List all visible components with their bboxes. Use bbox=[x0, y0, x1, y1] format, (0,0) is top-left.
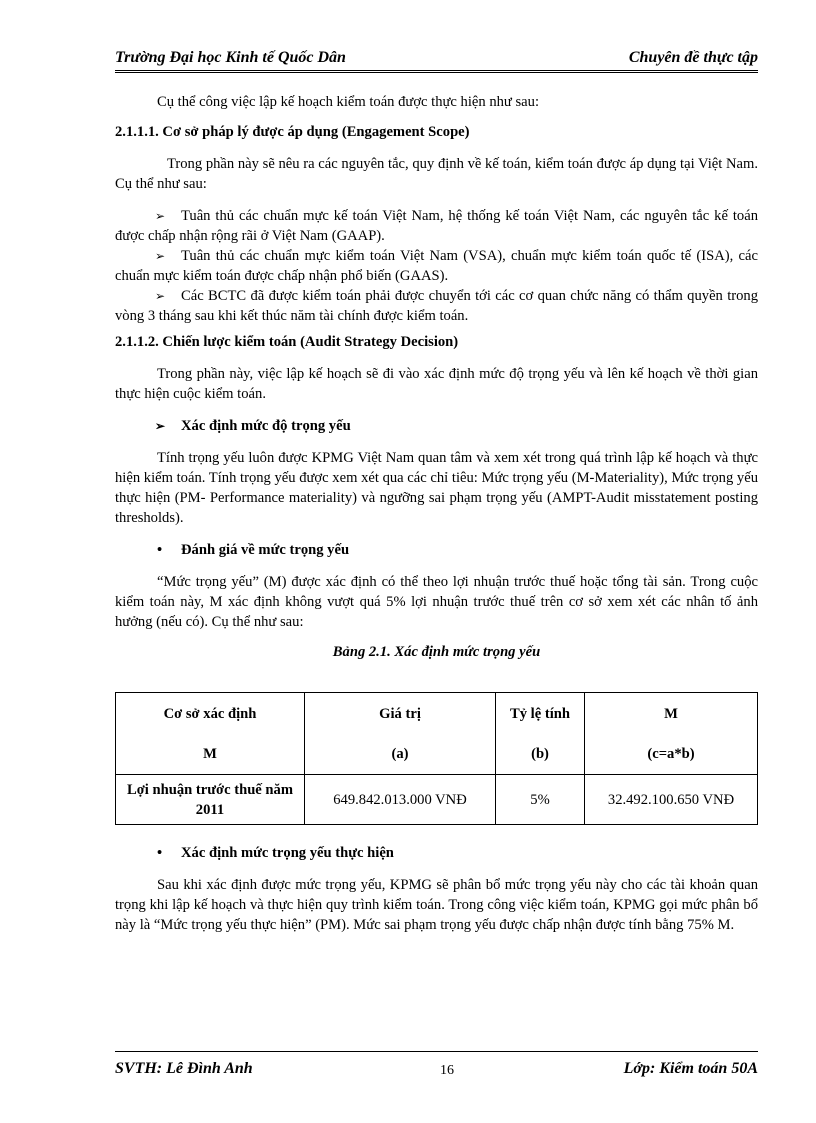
arrow-bullet-icon: ➢ bbox=[155, 209, 166, 223]
intro-paragraph: Cụ thể công việc lập kế hoạch kiểm toán được thực hiện như sau: bbox=[157, 94, 539, 110]
heading-materiality: Xác định mức độ trọng yếu bbox=[181, 418, 351, 434]
paragraph-performance-materiality: Sau khi xác định được mức trọng yếu, KPMG sẽ phân bổ mức trọng yếu này cho các tài khoản quan trọng khi lập kế hoạch và thực hiện quy trình kiểm toán. Trong công việc kiểm toán, KPMG gọi mức phân bổ này là “Mức trọng yếu thực hiện” (PM). Mức sai phạm trọng yếu được chấp nhận được tính bằng 75% M. bbox=[115, 877, 758, 933]
arrow-bullet-icon: ➢ bbox=[155, 249, 166, 263]
cell-m: 32.492.100.650 VNĐ bbox=[585, 775, 758, 825]
heading-performance-materiality: Xác định mức trọng yếu thực hiện bbox=[181, 845, 394, 861]
bullet-vsa: Tuân thủ các chuẩn mực kiểm toán Việt Nam (VSA), chuẩn mực kiểm toán quốc tế (ISA), các chuẩn mực kiểm toán được chấp nhận phổ biến (GAAS). bbox=[115, 248, 758, 284]
page-footer bbox=[115, 1051, 758, 1082]
header-school: Trường Đại học Kinh tế Quốc Dân bbox=[115, 49, 346, 66]
paragraph-assess-materiality: “Mức trọng yếu” (M) được xác định có thể theo lợi nhuận trước thuế hoặc tổng tài sản. Trong cuộc kiểm toán này, M xác định không vượt quá 5% lợi nhuận trước thuế trên cơ sở xem xét các nhân tố ảnh hưởng (nếu có). Cụ thể như sau: bbox=[115, 574, 758, 630]
paragraph-materiality: Tính trọng yếu luôn được KPMG Việt Nam quan tâm và xem xét trong quá trình lập kế hoạch và thực hiện kiểm toán. Tính trọng yếu được xem xét qua các chỉ tiêu: Mức trọng yếu (M-Materiality), Mức trọng yếu thực hiện (PM- Performance materiality) và ngưỡng sai phạm trọng yếu (AMPT-Audit misstatement posting thresholds). bbox=[115, 450, 758, 526]
page-body bbox=[115, 92, 758, 935]
bullet-bctc: Các BCTC đã được kiểm toán phải được chuyển tới các cơ quan chức năng có thẩm quyền trong vòng 3 tháng sau khi kết thúc năm tài chính được kiểm toán. bbox=[115, 288, 758, 324]
dot-bullet-icon: • bbox=[157, 542, 163, 558]
bullet-gaap: Tuân thủ các chuẩn mực kế toán Việt Nam, hệ thống kế toán Việt Nam, các nguyên tắc kế toán được chấp nhận rộng rãi ở Việt Nam (GAAP). bbox=[115, 208, 758, 244]
heading-engagement-scope: 2.1.1.1. Cơ sở pháp lý được áp dụng (Engagement Scope) bbox=[115, 124, 470, 140]
header-title: Chuyên đề thực tập bbox=[628, 49, 758, 66]
footer-student: SVTH: Lê Đình Anh bbox=[115, 1060, 253, 1077]
table-caption: Bảng 2.1. Xác định mức trọng yếu bbox=[332, 644, 541, 660]
cell-value: 649.842.013.000 VNĐ bbox=[305, 775, 496, 825]
paragraph-strategy: Trong phần này, việc lập kế hoạch sẽ đi vào xác định mức độ trọng yếu và lên kế hoạch về thời gian thực hiện cuộc kiểm toán. bbox=[115, 366, 758, 402]
col-m: M (c=a*b) bbox=[585, 693, 758, 775]
page-number: 16 bbox=[440, 1063, 454, 1078]
dot-bullet-icon: • bbox=[157, 845, 163, 861]
arrow-bullet-icon: ➢ bbox=[155, 289, 166, 303]
table-row bbox=[116, 775, 758, 825]
cell-basis: Lợi nhuận trước thuế năm 2011 bbox=[116, 775, 305, 825]
cell-rate: 5% bbox=[496, 775, 585, 825]
col-basis: Cơ sở xác định M bbox=[116, 693, 305, 775]
paragraph-scope: Trong phần này sẽ nêu ra các nguyên tắc, quy định về kế toán, kiểm toán được áp dụng tại Việt Nam. Cụ thể như sau: bbox=[115, 156, 758, 192]
heading-audit-strategy: 2.1.1.2. Chiến lược kiểm toán (Audit Strategy Decision) bbox=[115, 334, 459, 350]
arrow-bullet-icon: ➢ bbox=[155, 419, 166, 433]
col-rate: Tỷ lệ tính (b) bbox=[496, 693, 585, 775]
heading-assess-materiality: Đánh giá về mức trọng yếu bbox=[181, 542, 350, 558]
materiality-table bbox=[115, 692, 758, 825]
table-header-row bbox=[116, 693, 758, 775]
col-value: Giá trị (a) bbox=[305, 693, 496, 775]
page-header bbox=[115, 48, 758, 73]
footer-class: Lớp: Kiểm toán 50A bbox=[623, 1060, 758, 1077]
